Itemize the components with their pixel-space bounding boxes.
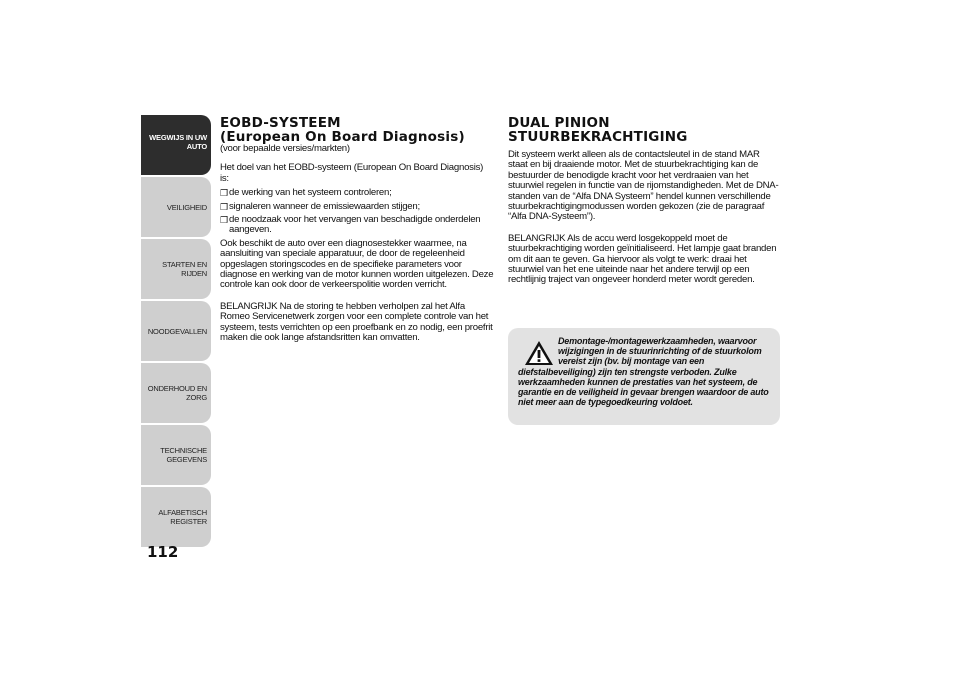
tab-wegwijs-in-uw-auto[interactable]	[141, 115, 211, 175]
warning-text: diefstalbeveiliging) zijn ten strengste verboden. Zulke werkzaamheden kunnen de prestaties van het systeem, de garantie en de veiligheid in gevaar brengen waardoor de auto niet meer aan de typegoedkeuring voldoet.	[518, 366, 769, 408]
tab-starten-en-rijden[interactable]	[141, 239, 211, 299]
ballot-box-icon: ❒	[220, 215, 228, 226]
steering-title: DUAL PINION	[508, 115, 610, 131]
ballot-box-icon: ❒	[220, 201, 228, 212]
steering-section	[508, 116, 780, 286]
bullet-text-cont: aangeven.	[229, 224, 272, 236]
bullet-item	[220, 202, 494, 212]
tab-label: ALFABETISCH REGISTER	[158, 508, 207, 526]
bullet-item	[220, 188, 494, 198]
eobd-intro: Het doel van het EOBD-systeem (European On Board Diagnosis) is:	[220, 162, 484, 184]
steering-important: BELANGRIJK Als de accu werd losgekoppeld moet de stuurbekrachtiging worden geïnitialiseerd. Het lampje gaat branden om dit aan te geven. Ga hiervoor als volgt te werk: draai het stuurwiel van het ene uiteinde naar het andere terwijl op een rechtlijnig traject van ongeveer honderd meter wordt gereden.	[508, 232, 777, 286]
steering-title-sub: STUURBEKRACHTIGING	[508, 129, 688, 145]
ballot-box-icon: ❒	[220, 188, 228, 199]
warning-triangle-icon	[524, 340, 554, 366]
tab-label: WEGWIJS IN UW AUTO	[149, 133, 207, 151]
tab-label: ONDERHOUD EN ZORG	[147, 384, 207, 402]
eobd-important: BELANGRIJK Na de storing te hebben verholpen zal het Alfa Romeo Servicenetwerk zorgen voor een complete controle van het systeem, tests verrichten op een proefbank en zo nodig, een proefrit maken die ook lange afstandsritten kan omvatten.	[220, 300, 493, 344]
tab-label: STARTEN EN RIJDEN	[162, 260, 207, 278]
tab-noodgevallen[interactable]	[141, 301, 211, 361]
eobd-title: EOBD-SYSTEEM	[220, 115, 341, 131]
eobd-title-sub: (European On Board Diagnosis)	[220, 129, 465, 145]
tab-label: VEILIGHEID	[166, 202, 207, 212]
warning-text-line: wijzigingen in de stuurinrichting of de stuurkolom	[558, 346, 762, 357]
tab-label: TECHNISCHE GEGEVENS	[160, 446, 207, 464]
eobd-paragraph: Ook beschikt de auto over een diagnosestekker waarmee, na aansluiting van speciale apparatuur, de door de regeleenheid opgeslagen storingscodes en de specifieke parameters voor diagnose en werking van de motor kunnen worden uitgelezen. Deze controle kan ook door de verkeerspolitie worden verricht.	[220, 237, 494, 291]
eobd-subtitle: (voor bepaalde versies/markten)	[220, 143, 350, 154]
warning-text-line: Demontage-/montagewerkzaamheden, waarvoor	[558, 336, 757, 346]
eobd-section	[220, 116, 494, 344]
warning-box	[508, 328, 780, 425]
warning-text-line: vereist zijn (bv. bij montage van een	[558, 356, 705, 367]
tab-label: NOODGEVALLEN	[147, 326, 207, 336]
bullet-text: de noodzaak voor het vervangen van beschadigde onderdelen	[229, 214, 481, 226]
page-number: 112	[147, 543, 179, 561]
bullet-text: signaleren wanneer de emissiewaarden stijgen;	[229, 200, 420, 212]
bullet-text: de werking van het systeem controleren;	[229, 187, 392, 199]
tab-veiligheid[interactable]	[141, 177, 211, 237]
tab-onderhoud-en-zorg[interactable]	[141, 363, 211, 423]
steering-paragraph: Dit systeem werkt alleen als de contactsleutel in de stand MAR staat en bij draaiende motor. Met de stuurbekrachtiging kan de bestuurder de benodigde kracht voor het verdraaien van het stuurwiel regelen in functie van de rijomstandigheden. Met de DNA-standen van de “Alfa DNA Systeem” hendel kunnen verschillende stuurbekrachtigingmodussen worden gekozen (zie de paragraaf “Alfa DNA-Systeem”).	[508, 149, 779, 223]
tab-alfabetisch-register[interactable]	[141, 487, 211, 547]
tab-technische-gegevens[interactable]	[141, 425, 211, 485]
